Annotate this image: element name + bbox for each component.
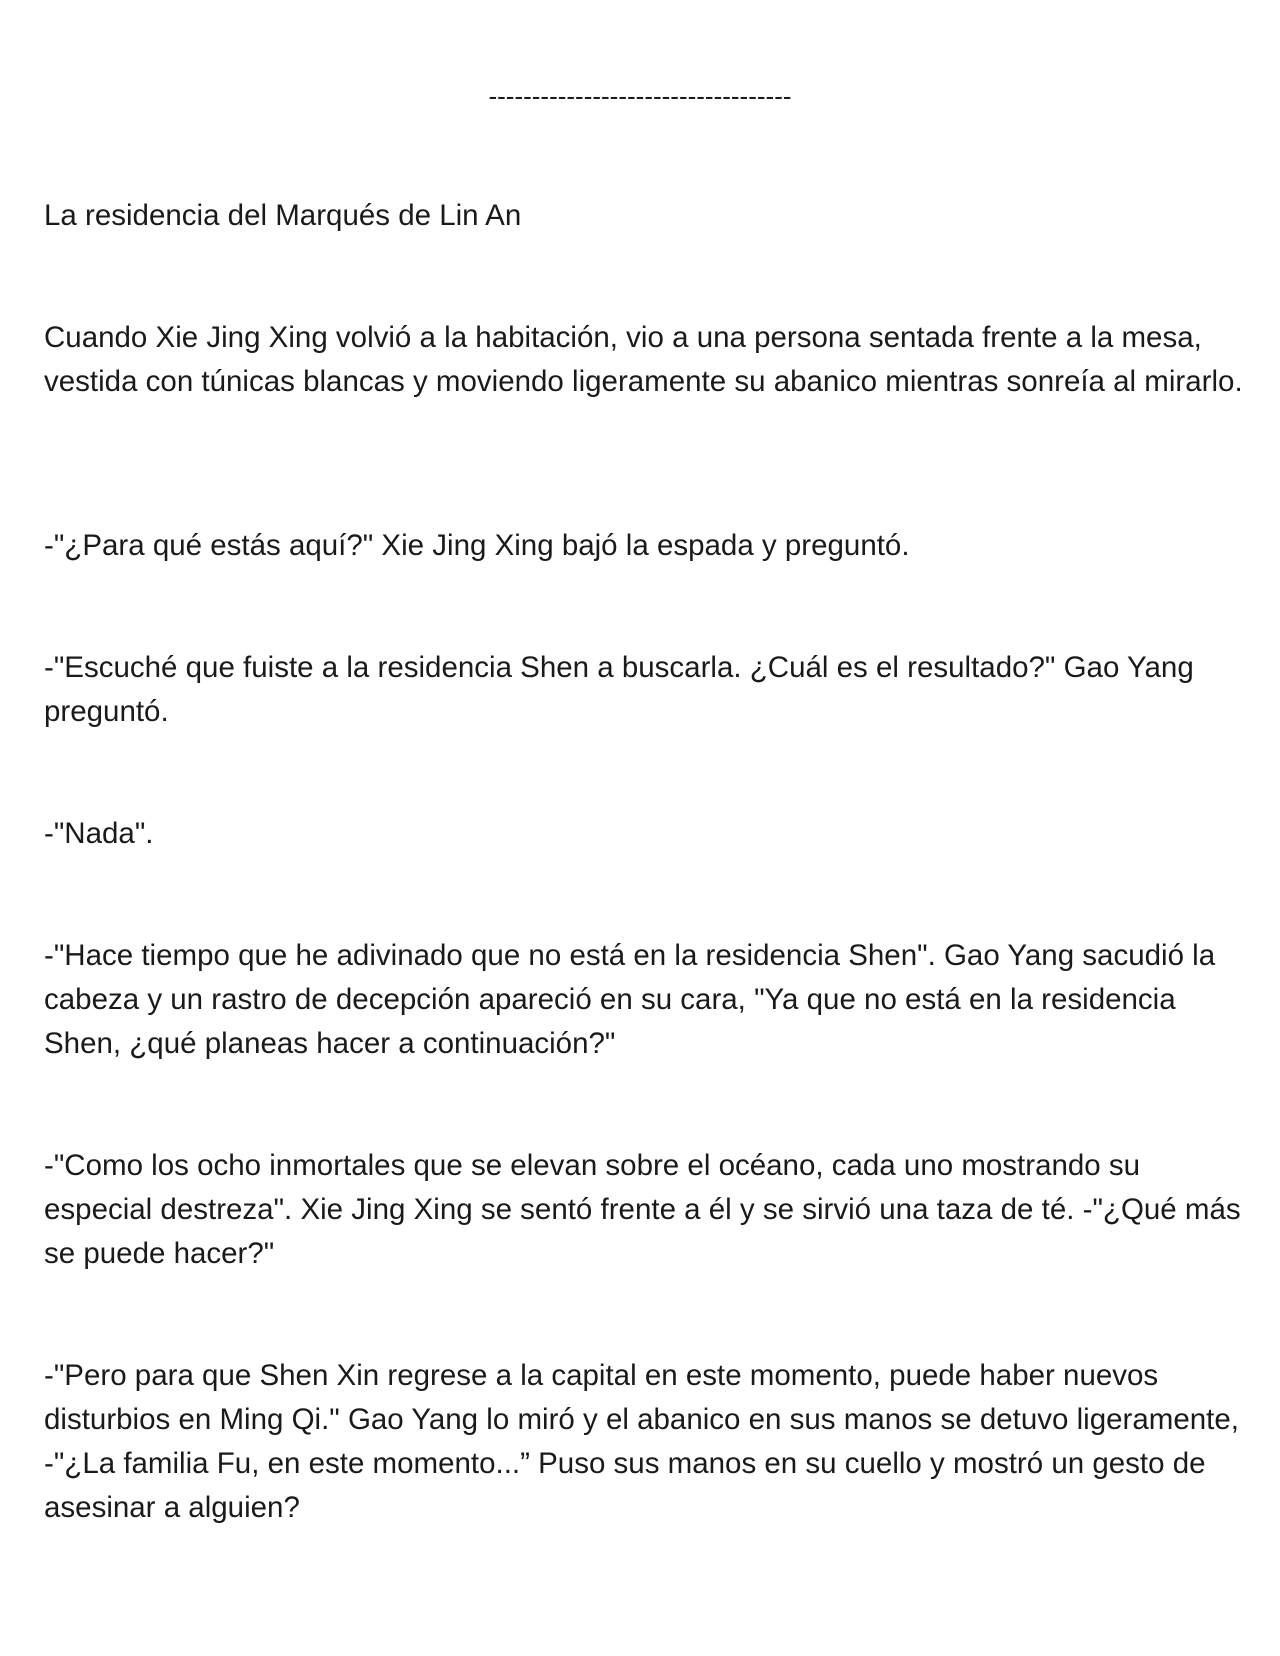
paragraph: Cuando Xie Jing Xing volvió a la habitación, vio a una persona sentada frente a la mesa, vestida con túnicas blancas y moviendo ligeramente su abanico mientras sonreía al mirarlo. bbox=[44, 321, 1243, 398]
paragraph: -"Nada". bbox=[44, 817, 154, 850]
paragraph: -"Pero para que Shen Xin regrese a la capital en este momento, puede haber nuevos disturbios en Ming Qi." Gao Yang lo miró y el abanico en sus manos se detuvo ligeramente, -"¿La familia Fu, en este momento...” Puso sus manos en su cuello y mostró un gesto de asesinar a alguien? bbox=[44, 1359, 1239, 1524]
section-separator: ----------------------------------- bbox=[488, 81, 792, 111]
section-heading: La residencia del Marqués de Lin An bbox=[44, 199, 522, 232]
paragraph: -"¿Para qué estás aquí?" Xie Jing Xing bajó la espada y preguntó. bbox=[44, 529, 910, 562]
paragraph: -"Escuché que fuiste a la residencia Shen a buscarla. ¿Cuál es el resultado?" Gao Yang preguntó. bbox=[44, 651, 1194, 728]
paragraph: -"Como los ocho inmortales que se elevan sobre el océano, cada uno mostrando su especial destreza". Xie Jing Xing se sentó frente a él y se sirvió una taza de té. -"¿Qué más se puede hacer?" bbox=[44, 1149, 1241, 1270]
paragraph: -"Hace tiempo que he adivinado que no está en la residencia Shen". Gao Yang sacudió la cabeza y un rastro de decepción apareció en su cara, "Ya que no está en la residencia Shen, ¿qué planeas hacer a continuación?" bbox=[44, 939, 1216, 1060]
